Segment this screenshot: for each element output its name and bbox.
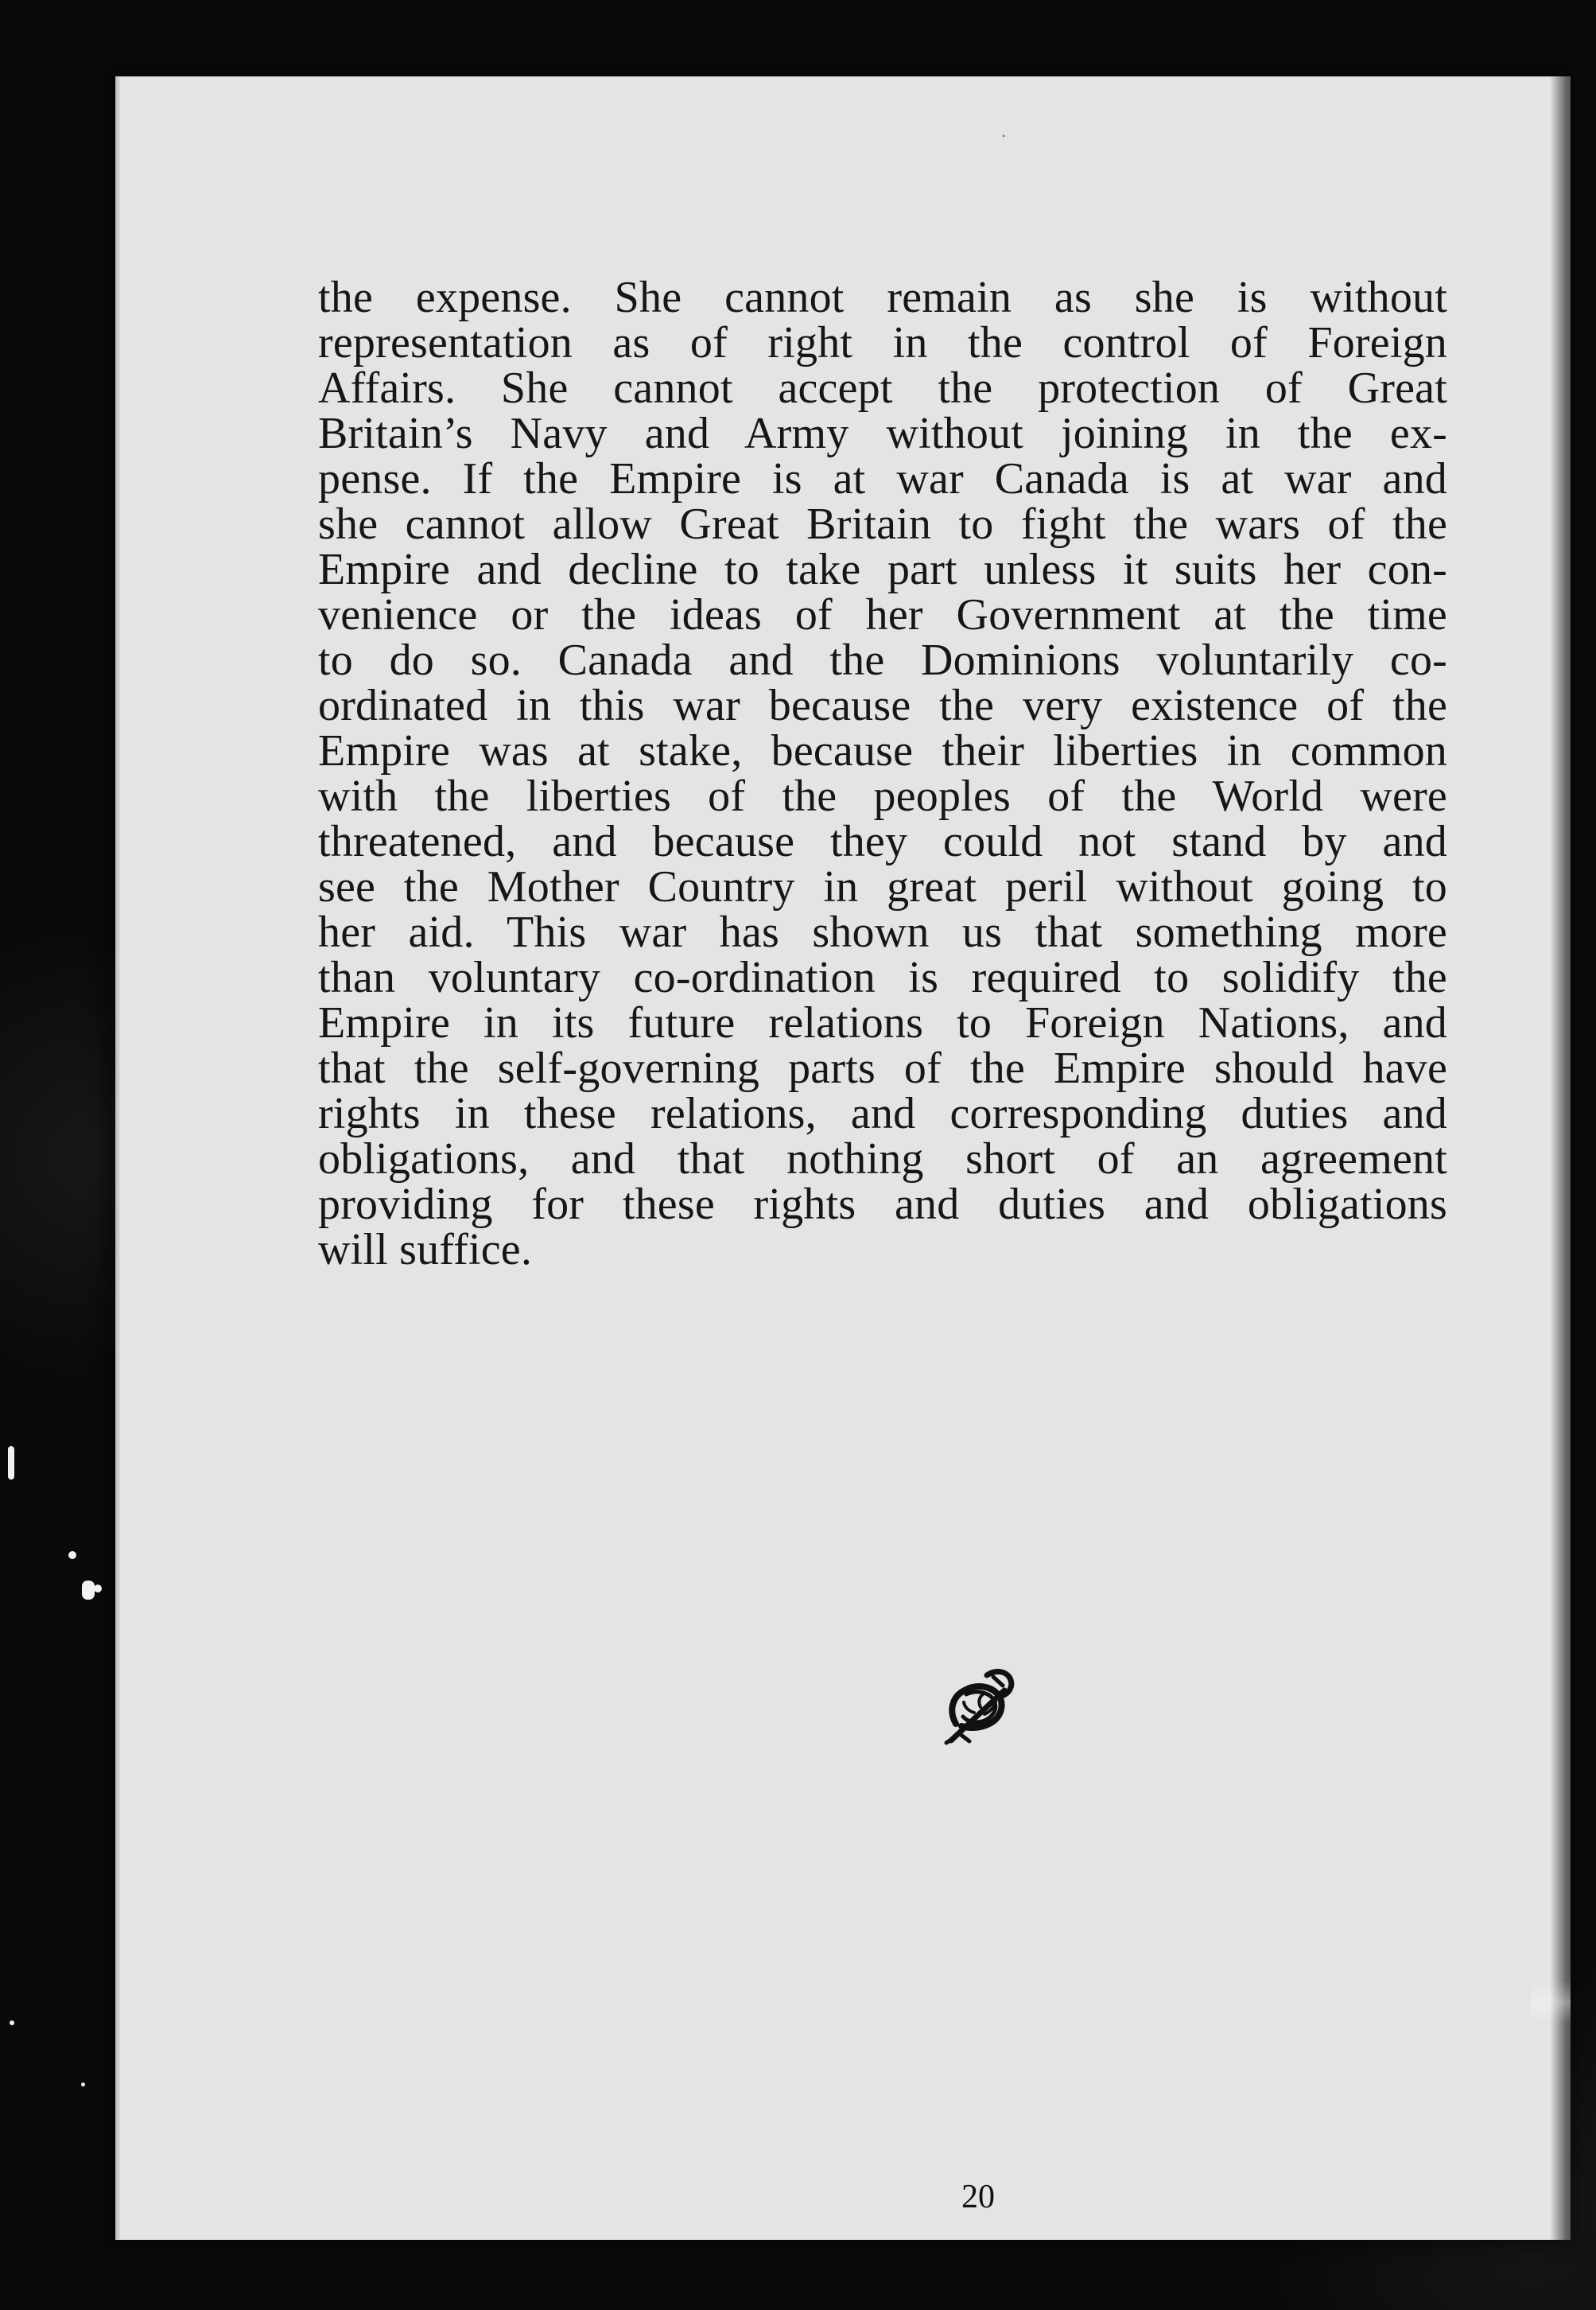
text-line: that the self-governing parts of the Empire should have bbox=[318, 1044, 1447, 1093]
text-line: will suffice. bbox=[318, 1225, 533, 1274]
text-line: her aid. This war has shown us that something more bbox=[318, 908, 1447, 957]
text-line: the expense. She cannot remain as she is without bbox=[318, 273, 1447, 322]
text-line: she cannot allow Great Britain to fight the wars of the bbox=[318, 500, 1447, 549]
page-number: 20 bbox=[961, 2179, 995, 2215]
page-left-edge bbox=[115, 76, 120, 2240]
text-line: Empire and decline to take part unless it suits her con- bbox=[318, 545, 1447, 594]
page-edge-lines bbox=[1531, 76, 1571, 2240]
text-line: to do so. Canada and the Dominions voluntarily co- bbox=[318, 636, 1447, 685]
text-line: pense. If the Empire is at war Canada is at war and bbox=[318, 454, 1447, 504]
text-line: Empire was at stake, because their liberties in common bbox=[318, 726, 1447, 776]
text-line: see the Mother Country in great peril without going to bbox=[318, 862, 1447, 912]
text-line: threatened, and because they could not stand by and bbox=[318, 817, 1447, 866]
text-line: with the liberties of the peoples of the World were bbox=[318, 772, 1447, 821]
scan-mark: • bbox=[1002, 130, 1006, 142]
text-line: obligations, and that nothing short of an agreement bbox=[318, 1134, 1447, 1184]
document-page bbox=[115, 76, 1571, 2240]
ornament-icon bbox=[934, 1663, 1022, 1759]
text-line: representation as of right in the control of Foreign bbox=[318, 318, 1447, 368]
scan-specks bbox=[0, 0, 111, 2310]
text-line: Empire in its future relations to Foreign Nations, and bbox=[318, 998, 1447, 1048]
text-line: Affairs. She cannot accept the protection of Great bbox=[318, 364, 1447, 413]
text-line: than voluntary co-ordination is required to solidify the bbox=[318, 953, 1447, 1002]
text-line: providing for these rights and duties and obligations bbox=[318, 1180, 1447, 1229]
text-line: venience or the ideas of her Government at the time bbox=[318, 590, 1447, 640]
text-line: rights in these relations, and corresponding duties and bbox=[318, 1089, 1447, 1138]
text-line: ordinated in this war because the very existence of the bbox=[318, 681, 1447, 730]
body-text bbox=[318, 275, 1447, 1273]
text-line: Britain’s Navy and Army without joining in the ex- bbox=[318, 409, 1447, 458]
